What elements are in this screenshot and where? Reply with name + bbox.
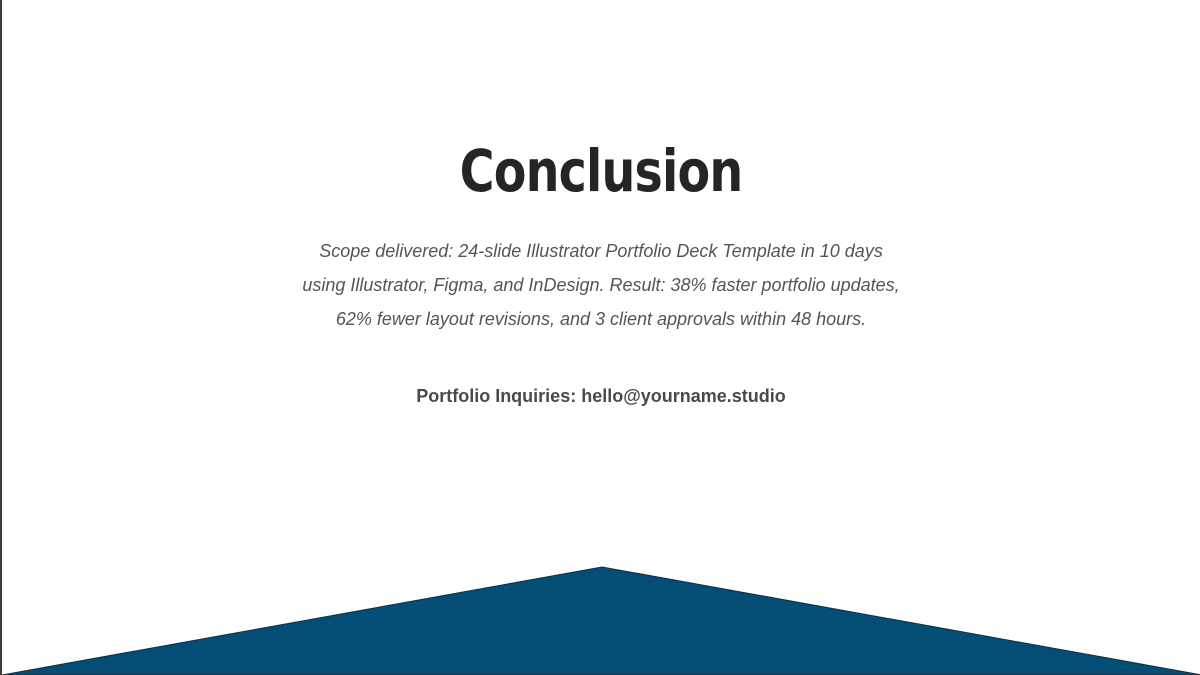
footer-chevron-polygon — [2, 567, 1200, 675]
summary-line: using Illustrator, Figma, and InDesign. Result: 38% faster portfolio updates, — [302, 275, 900, 295]
summary-line: Scope delivered: 24-slide Illustrator Portfolio Deck Template in 10 days — [319, 241, 883, 261]
summary-text — [281, 234, 921, 336]
contact-line: Portfolio Inquiries: hello@yourname.studio — [416, 386, 786, 406]
slide-title: Conclusion — [459, 137, 743, 205]
summary-line: 62% fewer layout revisions, and 3 client approvals within 48 hours. — [335, 309, 867, 329]
footer-chevron-shape — [2, 565, 1200, 675]
slide-content — [2, 132, 1200, 407]
